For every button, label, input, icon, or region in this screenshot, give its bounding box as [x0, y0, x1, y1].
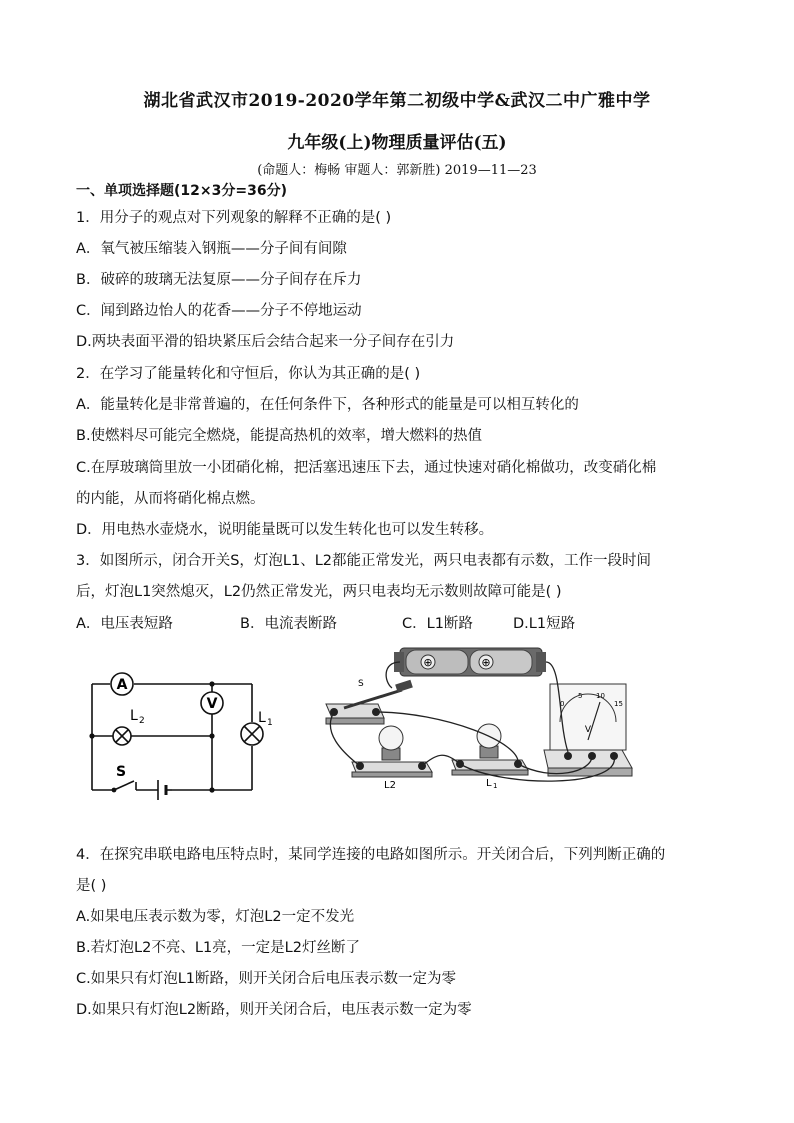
q3-option-d: D.L1短路: [513, 616, 576, 632]
q1-option-b: B．破碎的玻璃无法复原——分子间存在斥力: [76, 272, 362, 288]
q4-stem-line1: 4．在探究串联电路电压特点时，某同学连接的电路如图所示。开关闭合后，下列判断正确的: [76, 847, 666, 863]
bulb-l2: [352, 726, 432, 791]
battery-plus-1: ⊕: [423, 656, 433, 669]
voltmeter-device: [544, 684, 632, 776]
lamp2-label-sub: 2: [139, 716, 145, 726]
q2-option-c-line2: 的内能，从而将硝化棉点燃。: [76, 491, 265, 507]
q3-stem-line2: 后，灯泡L1突然熄灭，L2仍然正常发光，两只电表均无示数则故障可能是( ): [76, 584, 562, 600]
lamp1-label-sub: 1: [267, 718, 273, 728]
circuit-schematic: [88, 670, 278, 795]
q4-stem-line2: 是( ): [76, 878, 107, 894]
meter-scale-15: 15: [614, 700, 623, 708]
meter-scale-0: 0: [560, 700, 565, 708]
meter-scale-10: 10: [596, 692, 605, 700]
q1-stem: 1．用分子的观点对下列观象的解释不正确的是( ): [76, 210, 392, 226]
q3-options: [76, 612, 726, 632]
q2-option-c-line1: C.在厚玻璃筒里放一小团硝化棉，把活塞迅速压下去，通过快速对硝化棉做功，改变硝化棉: [76, 460, 657, 476]
q4-option-a: A.如果电压表示数为零，灯泡L2一定不发光: [76, 909, 355, 925]
q4-option-d: D.如果只有灯泡L2断路，则开关闭合后，电压表示数一定为零: [76, 1002, 472, 1018]
exam-subtitle: 九年级(上)物理质量评估(五): [287, 133, 507, 153]
ammeter-label: A: [116, 677, 128, 693]
battery-holder: [394, 648, 546, 676]
q2-option-d: D．用电热水壶烧水，说明能量既可以发生转化也可以发生转移。: [76, 522, 494, 538]
q4-option-c: C.如果只有灯泡L1断路，则开关闭合后电压表示数一定为零: [76, 971, 457, 987]
section-title: 一、单项选择题(12×3分=36分): [76, 183, 287, 199]
photo-lamp2-label: L2: [384, 780, 396, 791]
q4-option-b: B.若灯泡L2不亮、L1亮，一定是L2灯丝断了: [76, 940, 360, 956]
knife-switch: [326, 679, 413, 724]
photo-switch-label: S: [358, 679, 364, 689]
q2-option-a: A．能量转化是非常普遍的，在任何条件下，各种形式的能量是可以相互转化的: [76, 397, 579, 413]
photo-lamp1-label: L: [486, 778, 492, 789]
q3-option-c: C．L1断路: [402, 616, 473, 632]
switch-label: S: [116, 764, 127, 780]
exam-meta: (命题人：梅畅 审题人：郭新胜) 2019—11—23: [257, 163, 537, 178]
meter-letter: V: [584, 725, 592, 735]
q1-option-d: D.两块表面平滑的铅块紧压后会结合起来一分子间存在引力: [76, 334, 455, 350]
circuit-photo: [322, 642, 642, 794]
meter-scale-5: 5: [578, 692, 583, 700]
q3-option-b: B．电流表断路: [240, 616, 337, 632]
q3-stem-line1: 3．如图所示，闭合开关S，灯泡L1、L2都能正常发光，两只电表都有示数，工作一段时间: [76, 553, 652, 569]
voltmeter-label: V: [206, 696, 218, 712]
exam-title: 湖北省武汉市2019-2020学年第二初级中学&武汉二中广雅中学: [143, 91, 651, 111]
q3-option-a: A．电压表短路: [76, 616, 173, 632]
lamp1-label: L: [258, 710, 266, 726]
q2-stem: 2．在学习了能量转化和守恒后，你认为其正确的是( ): [76, 366, 421, 382]
q2-option-b: B.使燃料尽可能完全燃烧，能提高热机的效率，增大燃料的热值: [76, 428, 483, 444]
lamp2-label: L: [130, 708, 138, 724]
q1-option-a: A．氧气被压缩装入钢瓶——分子间有间隙: [76, 241, 347, 257]
q1-option-c: C．闻到路边怡人的花香——分子不停地运动: [76, 303, 362, 319]
battery-plus-2: ⊕: [481, 656, 491, 669]
photo-lamp1-label-sub: 1: [493, 782, 498, 790]
